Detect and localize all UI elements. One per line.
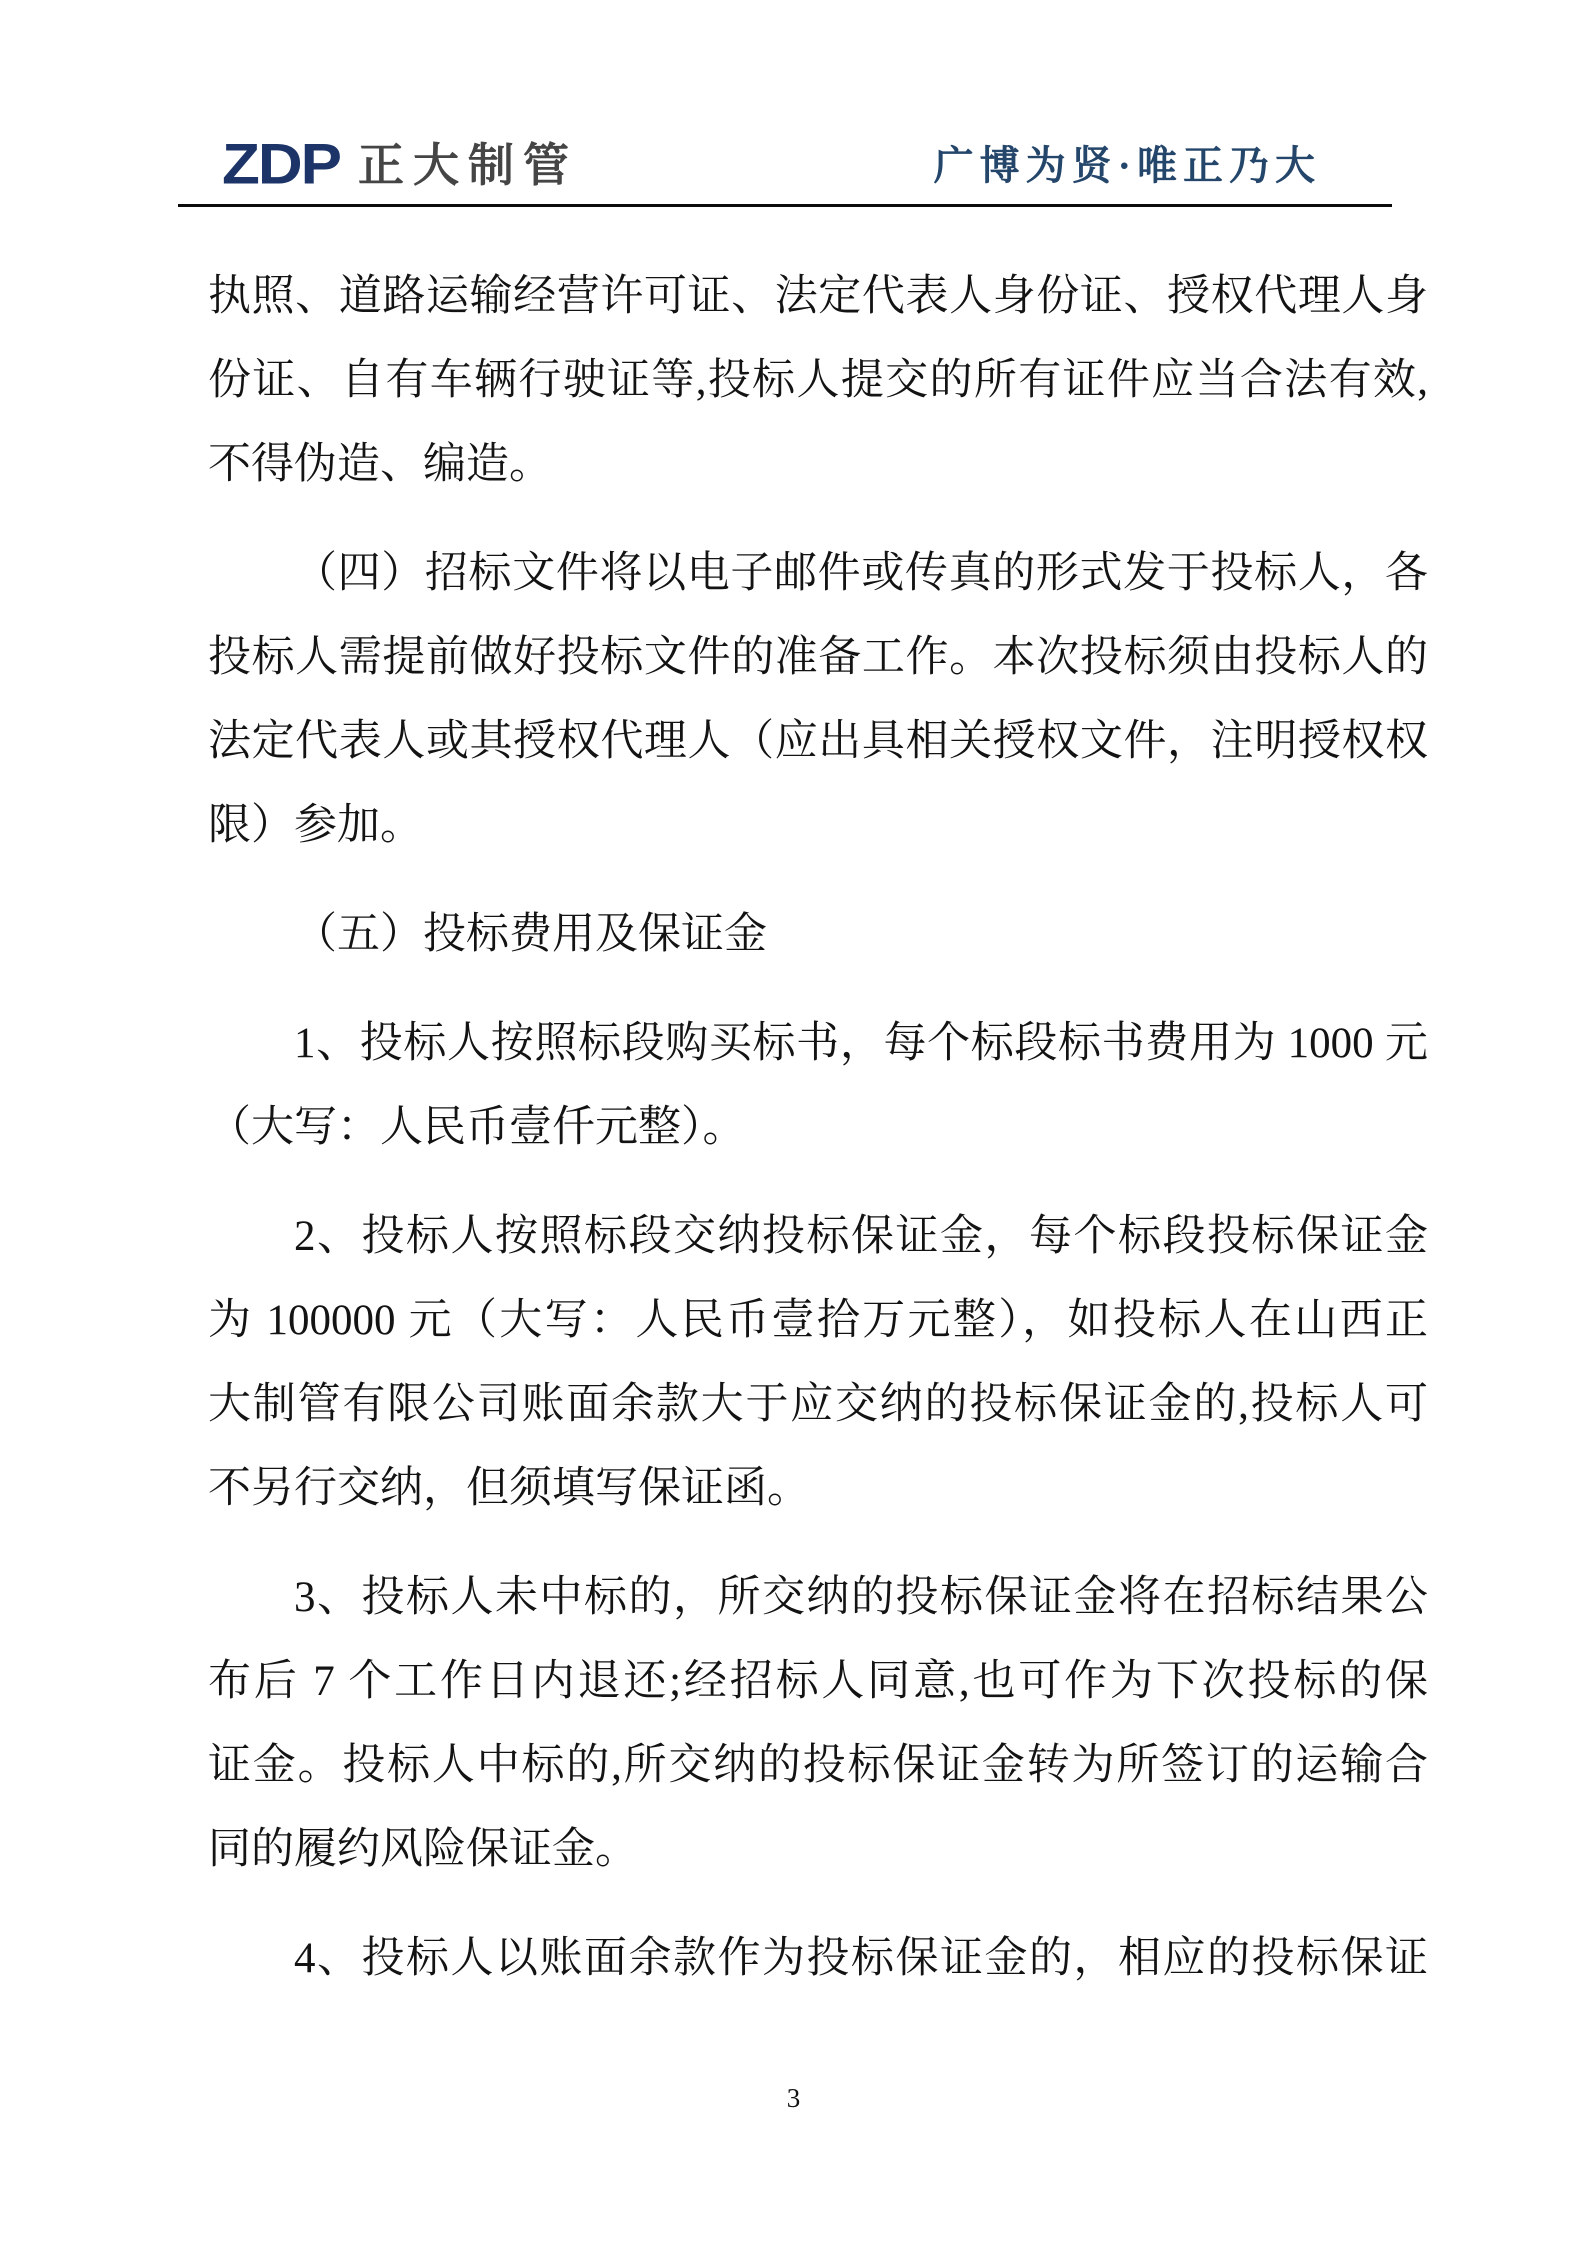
text-line: 法定代表人或其授权代理人（应出具相关授权文件，注明授权权 — [208, 718, 1428, 765]
text-line: 执照、道路运输经营许可证、法定代表人身份证、授权代理人身 — [208, 273, 1428, 320]
paragraph — [208, 1556, 1428, 1892]
logo-zdp-icon: ZDP — [222, 132, 340, 197]
text-line: 布后 7 个工作日内退还;经招标人同意,也可作为下次投标的保 — [208, 1658, 1428, 1705]
paragraph — [208, 255, 1428, 507]
text-line: 3、投标人未中标的，所交纳的投标保证金将在招标结果公 — [294, 1574, 1428, 1621]
document-body — [208, 255, 1428, 2026]
text-line: 不另行交纳，但须填写保证函。 — [208, 1465, 810, 1512]
header-divider — [178, 204, 1392, 207]
text-line: 大制管有限公司账面余款大于应交纳的投标保证金的,投标人可 — [208, 1381, 1428, 1428]
text-line: 1、投标人按照标段购买标书，每个标段标书费用为 1000 元 — [294, 1020, 1428, 1067]
text-line: 限）参加。 — [208, 802, 423, 849]
text-line: （五）投标费用及保证金 — [294, 911, 767, 958]
text-line: 同的履约风险保证金。 — [208, 1826, 638, 1873]
paragraph — [208, 1002, 1428, 1170]
paragraph — [208, 532, 1428, 868]
paragraph — [208, 1917, 1428, 2001]
text-line: 份证、自有车辆行驶证等,投标人提交的所有证件应当合法有效, — [208, 357, 1428, 404]
text-line: 为 100000 元（大写：人民币壹拾万元整），如投标人在山西正 — [208, 1297, 1428, 1344]
text-line: 4、投标人以账面余款作为投标保证金的，相应的投标保证 — [294, 1935, 1428, 1982]
logo-company-name: 正大制管 — [358, 139, 578, 191]
paragraph — [208, 1195, 1428, 1531]
company-motto: 广博为贤·唯正乃大 — [933, 143, 1321, 188]
text-line: 不得伪造、编造。 — [208, 441, 552, 488]
paragraph — [208, 893, 1428, 977]
text-line: （四）招标文件将以电子邮件或传真的形式发于投标人，各 — [294, 550, 1428, 597]
text-line: （大写：人民币壹仟元整）。 — [208, 1104, 746, 1151]
text-line: 2、投标人按照标段交纳投标保证金，每个标段投标保证金 — [294, 1213, 1428, 1260]
page-number: 3 — [786, 2083, 801, 2113]
company-logo — [222, 134, 578, 196]
text-line: 证金。投标人中标的,所交纳的投标保证金转为所签订的运输合 — [208, 1742, 1428, 1789]
text-line: 投标人需提前做好投标文件的准备工作。本次投标须由投标人的 — [208, 634, 1428, 681]
